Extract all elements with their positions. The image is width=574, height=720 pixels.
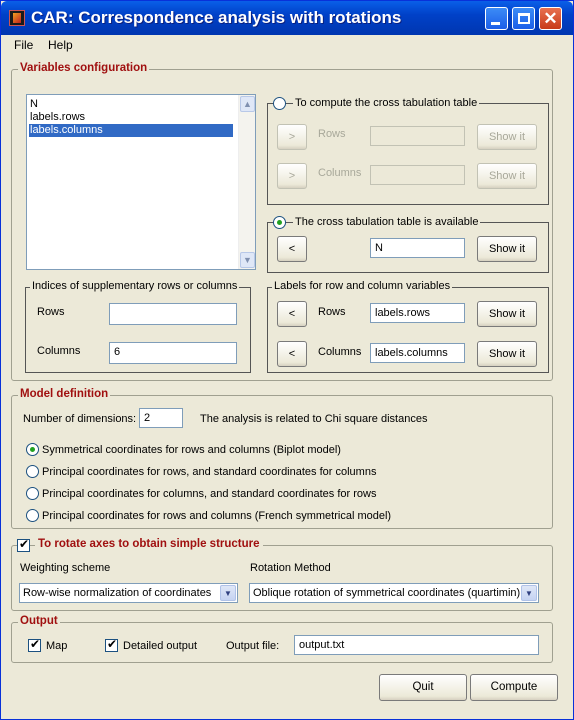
labels-columns-show-button[interactable]: Show it — [477, 341, 537, 367]
dimensions-field[interactable]: 2 — [139, 408, 183, 428]
available-table-field[interactable]: N — [370, 238, 465, 258]
compute-rows-show-button[interactable]: Show it — [477, 124, 537, 150]
variables-legend: Variables configuration — [20, 62, 148, 74]
map-checkbox[interactable] — [28, 639, 41, 652]
list-scrollbar[interactable] — [238, 95, 255, 269]
labels-rows-arrow-button[interactable]: < — [277, 301, 307, 327]
distance-note: The analysis is related to Chi square distances — [200, 413, 428, 425]
window-title: CAR: Correspondence analysis with rotations — [31, 8, 402, 27]
compute-columns-arrow-button[interactable]: > — [277, 163, 307, 189]
available-arrow-button[interactable]: < — [277, 236, 307, 262]
weighting-value: Row-wise normalization of coordinates — [23, 587, 212, 599]
model-option-radio[interactable] — [26, 443, 39, 456]
model-option-radio[interactable] — [26, 465, 39, 478]
model-option-label[interactable]: Principal coordinates for rows and columns (French symmetrical model) — [42, 510, 392, 522]
close-button[interactable] — [539, 7, 562, 30]
chevron-down-icon[interactable]: ▼ — [220, 585, 236, 601]
chevron-down-icon[interactable]: ▼ — [521, 585, 537, 601]
list-item[interactable]: N — [30, 98, 38, 110]
minimize-icon — [491, 22, 500, 25]
compute-rows-arrow-button[interactable]: > — [277, 124, 307, 150]
supplementary-columns-field[interactable]: 6 — [109, 342, 237, 364]
model-option-label[interactable]: Symmetrical coordinates for rows and columns (Biplot model) — [42, 444, 341, 456]
compute-table-group — [267, 103, 549, 205]
list-item[interactable]: labels.columns — [29, 124, 233, 137]
dimensions-label: Number of dimensions: — [23, 413, 137, 425]
supplementary-legend: Indices of supplementary rows or columns — [32, 280, 238, 292]
compute-table-radio[interactable] — [273, 97, 286, 110]
detailed-output-checkbox[interactable] — [105, 639, 118, 652]
scroll-up-icon[interactable]: ▲ — [240, 96, 255, 112]
scroll-down-icon[interactable]: ▼ — [240, 252, 255, 268]
labels-columns-label: Columns — [318, 346, 362, 358]
close-icon: ✕ — [543, 9, 558, 28]
map-label: Map — [46, 640, 68, 652]
labels-rows-field[interactable]: labels.rows — [370, 303, 465, 323]
rotate-legend[interactable]: To rotate axes to obtain simple structure — [35, 538, 263, 550]
supplementary-rows-field[interactable] — [109, 303, 237, 325]
menu-help[interactable]: Help — [48, 38, 73, 52]
rotation-method-select[interactable] — [249, 583, 539, 603]
labels-rows-show-button[interactable]: Show it — [477, 301, 537, 327]
quit-button[interactable]: Quit — [379, 674, 467, 701]
app-icon — [9, 10, 25, 26]
rotation-method-label: Rotation Method — [250, 562, 331, 574]
list-item[interactable]: labels.rows — [30, 111, 86, 123]
available-table-label: The cross tabulation table is available — [295, 216, 479, 228]
compute-table-label: To compute the cross tabulation table — [295, 97, 478, 109]
menu-bar — [2, 35, 573, 55]
model-legend: Model definition — [20, 388, 109, 400]
model-option-label[interactable]: Principal coordinates for rows, and standard coordinates for columns — [42, 466, 377, 478]
compute-rows-label: Rows — [318, 128, 346, 140]
model-option-label[interactable]: Principal coordinates for columns, and standard coordinates for rows — [42, 488, 377, 500]
compute-button[interactable]: Compute — [470, 674, 558, 701]
menu-file[interactable]: File — [14, 38, 34, 52]
labels-legend: Labels for row and column variables — [274, 280, 451, 292]
supplementary-columns-label: Columns — [37, 345, 81, 357]
detailed-output-label: Detailed output — [123, 640, 197, 652]
compute-columns-show-button[interactable]: Show it — [477, 163, 537, 189]
labels-columns-field[interactable]: labels.columns — [370, 343, 465, 363]
model-option-radio[interactable] — [26, 487, 39, 500]
available-table-radio[interactable] — [273, 216, 286, 229]
supplementary-rows-label: Rows — [37, 306, 65, 318]
labels-rows-label: Rows — [318, 306, 346, 318]
rotate-checkbox[interactable] — [17, 539, 30, 552]
compute-columns-field[interactable] — [370, 165, 465, 185]
maximize-icon — [518, 13, 530, 24]
maximize-button[interactable] — [512, 7, 535, 30]
output-file-label: Output file: — [226, 640, 280, 652]
variables-list[interactable] — [26, 94, 256, 270]
available-show-button[interactable]: Show it — [477, 236, 537, 262]
compute-rows-field[interactable] — [370, 126, 465, 146]
output-legend: Output — [20, 615, 58, 627]
compute-columns-label: Columns — [318, 167, 362, 179]
output-file-field[interactable]: output.txt — [294, 635, 539, 655]
rotation-method-value: Oblique rotation of symmetrical coordinates (quartimin) — [253, 587, 521, 599]
weighting-label: Weighting scheme — [20, 562, 111, 574]
minimize-button[interactable] — [485, 7, 508, 30]
weighting-select[interactable] — [19, 583, 238, 603]
title-bar[interactable] — [1, 1, 573, 35]
model-option-radio[interactable] — [26, 509, 39, 522]
labels-columns-arrow-button[interactable]: < — [277, 341, 307, 367]
